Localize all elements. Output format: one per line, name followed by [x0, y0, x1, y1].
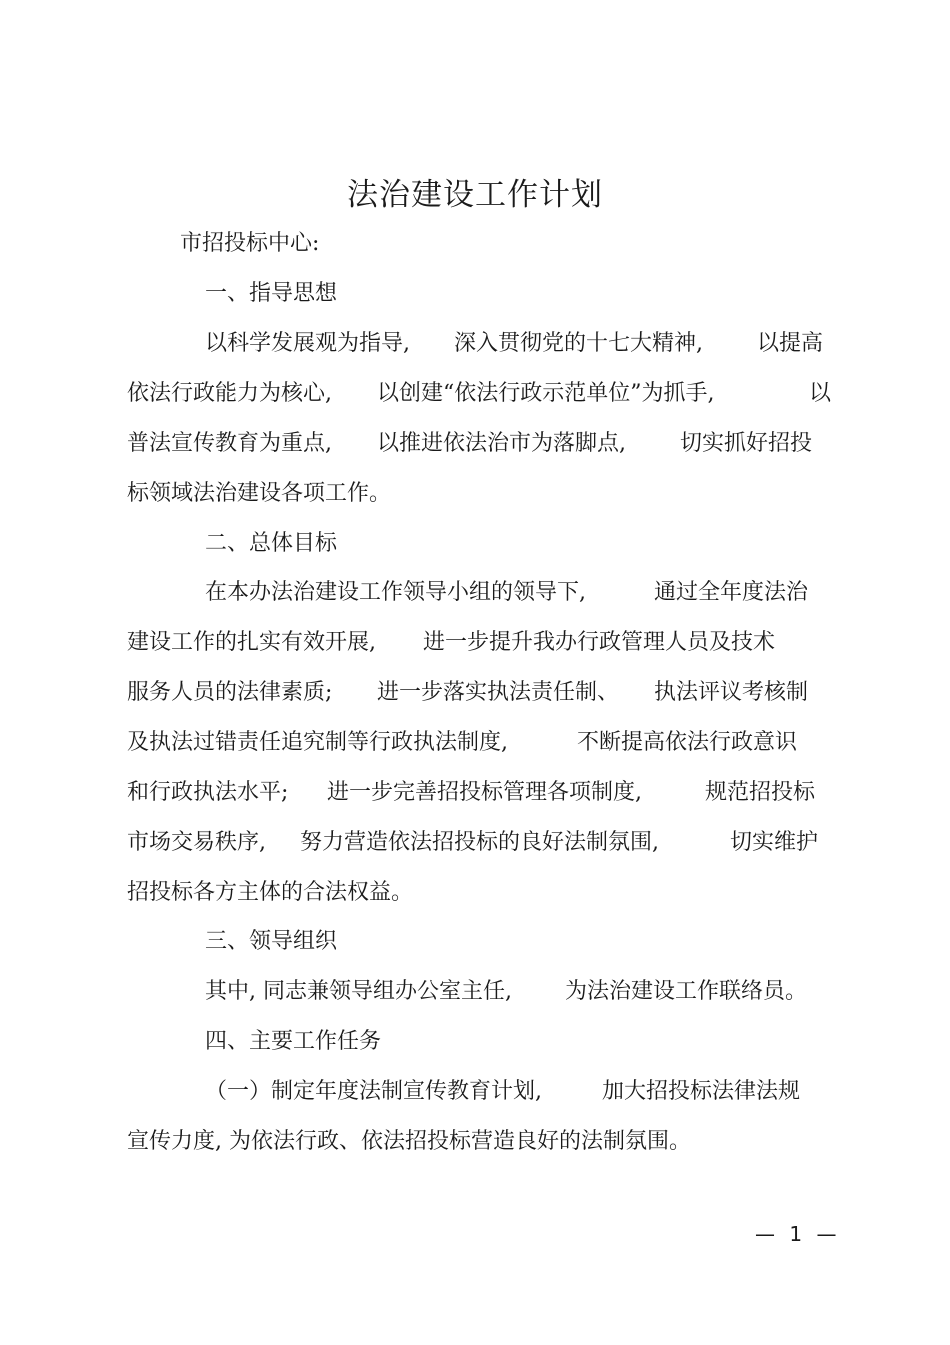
paragraph-line — [127, 976, 827, 1026]
text-segment: 以提高 — [757, 331, 824, 356]
text-segment: 为法治建设工作联络员。 — [565, 979, 808, 1004]
text-segment: 通过全年度法治 — [654, 580, 809, 605]
paragraph-line — [127, 627, 827, 677]
paragraph-leadership — [127, 976, 827, 1026]
text-segment: 宣传力度, 为依法行政、依法招投标营造良好的法制氛围。 — [127, 1129, 691, 1154]
text-segment: 加大招投标法律法规 — [602, 1079, 801, 1104]
paragraph-line — [127, 1126, 827, 1176]
page-number: — 1 — — [755, 1222, 841, 1246]
section-heading-guiding-ideology: 一、指导思想 — [205, 281, 338, 306]
paragraph-guiding-ideology — [127, 328, 832, 528]
text-segment: 以科学发展观为指导, — [205, 331, 410, 356]
text-segment: 市场交易秩序, — [127, 830, 266, 855]
paragraph-line — [127, 777, 827, 827]
text-segment: 依法行政能力为核心, — [127, 381, 332, 406]
text-segment: 普法宣传教育为重点, — [127, 431, 332, 456]
paragraph-line — [127, 328, 827, 378]
paragraph-line — [127, 428, 827, 478]
paragraph-line — [127, 727, 827, 777]
paragraph-line — [127, 877, 827, 927]
text-segment: 和行政执法水平; — [127, 780, 289, 805]
paragraph-line — [127, 478, 827, 528]
section-heading-overall-goal: 二、总体目标 — [205, 531, 338, 556]
text-segment: 在本办法治建设工作领导小组的领导下, — [205, 580, 586, 605]
text-segment: 切实维护 — [730, 830, 819, 855]
paragraph-line — [127, 1076, 827, 1126]
paragraph-line — [127, 378, 832, 428]
text-segment: 招投标各方主体的合法权益。 — [127, 880, 414, 905]
text-segment: 执法评议考核制 — [654, 680, 809, 705]
text-segment: 进一步提升我办行政管理人员及技术 — [423, 630, 776, 655]
text-segment: 其中, 同志兼领导组办公室主任, — [205, 979, 512, 1004]
text-segment: 以创建“依法行政示范单位”为抓手, — [377, 381, 715, 406]
text-segment: 以 — [809, 381, 832, 406]
text-segment: 标领域法治建设各项工作。 — [127, 481, 392, 506]
text-segment: 规范招投标 — [705, 780, 816, 805]
paragraph-overall-goal — [127, 577, 827, 927]
text-segment: 努力营造依法招投标的良好法制氛围, — [300, 830, 659, 855]
text-segment: 不断提高依法行政意识 — [577, 730, 798, 755]
text-segment: 及执法过错责任追究制等行政执法制度, — [127, 730, 508, 755]
paragraph-main-tasks — [127, 1076, 827, 1176]
document-title: 法治建设工作计划 — [347, 177, 603, 213]
section-heading-main-tasks: 四、主要工作任务 — [205, 1029, 382, 1054]
paragraph-line — [127, 827, 827, 877]
text-segment: 建设工作的扎实有效开展, — [127, 630, 376, 655]
paragraph-line — [127, 577, 827, 627]
text-segment: 以推进依法治市为落脚点, — [377, 431, 626, 456]
section-heading-leadership: 三、领导组织 — [205, 929, 338, 954]
text-segment: 进一步落实执法责任制、 — [377, 680, 620, 705]
text-segment: 进一步完善招投标管理各项制度, — [327, 780, 642, 805]
text-segment: 切实抓好招投 — [680, 431, 813, 456]
addressee: 市招投标中心: — [180, 231, 320, 256]
text-segment: 服务人员的法律素质; — [127, 680, 333, 705]
text-segment: 深入贯彻党的十七大精神, — [454, 331, 703, 356]
text-segment: （一）制定年度法制宣传教育计划, — [205, 1079, 542, 1104]
paragraph-line — [127, 677, 827, 727]
